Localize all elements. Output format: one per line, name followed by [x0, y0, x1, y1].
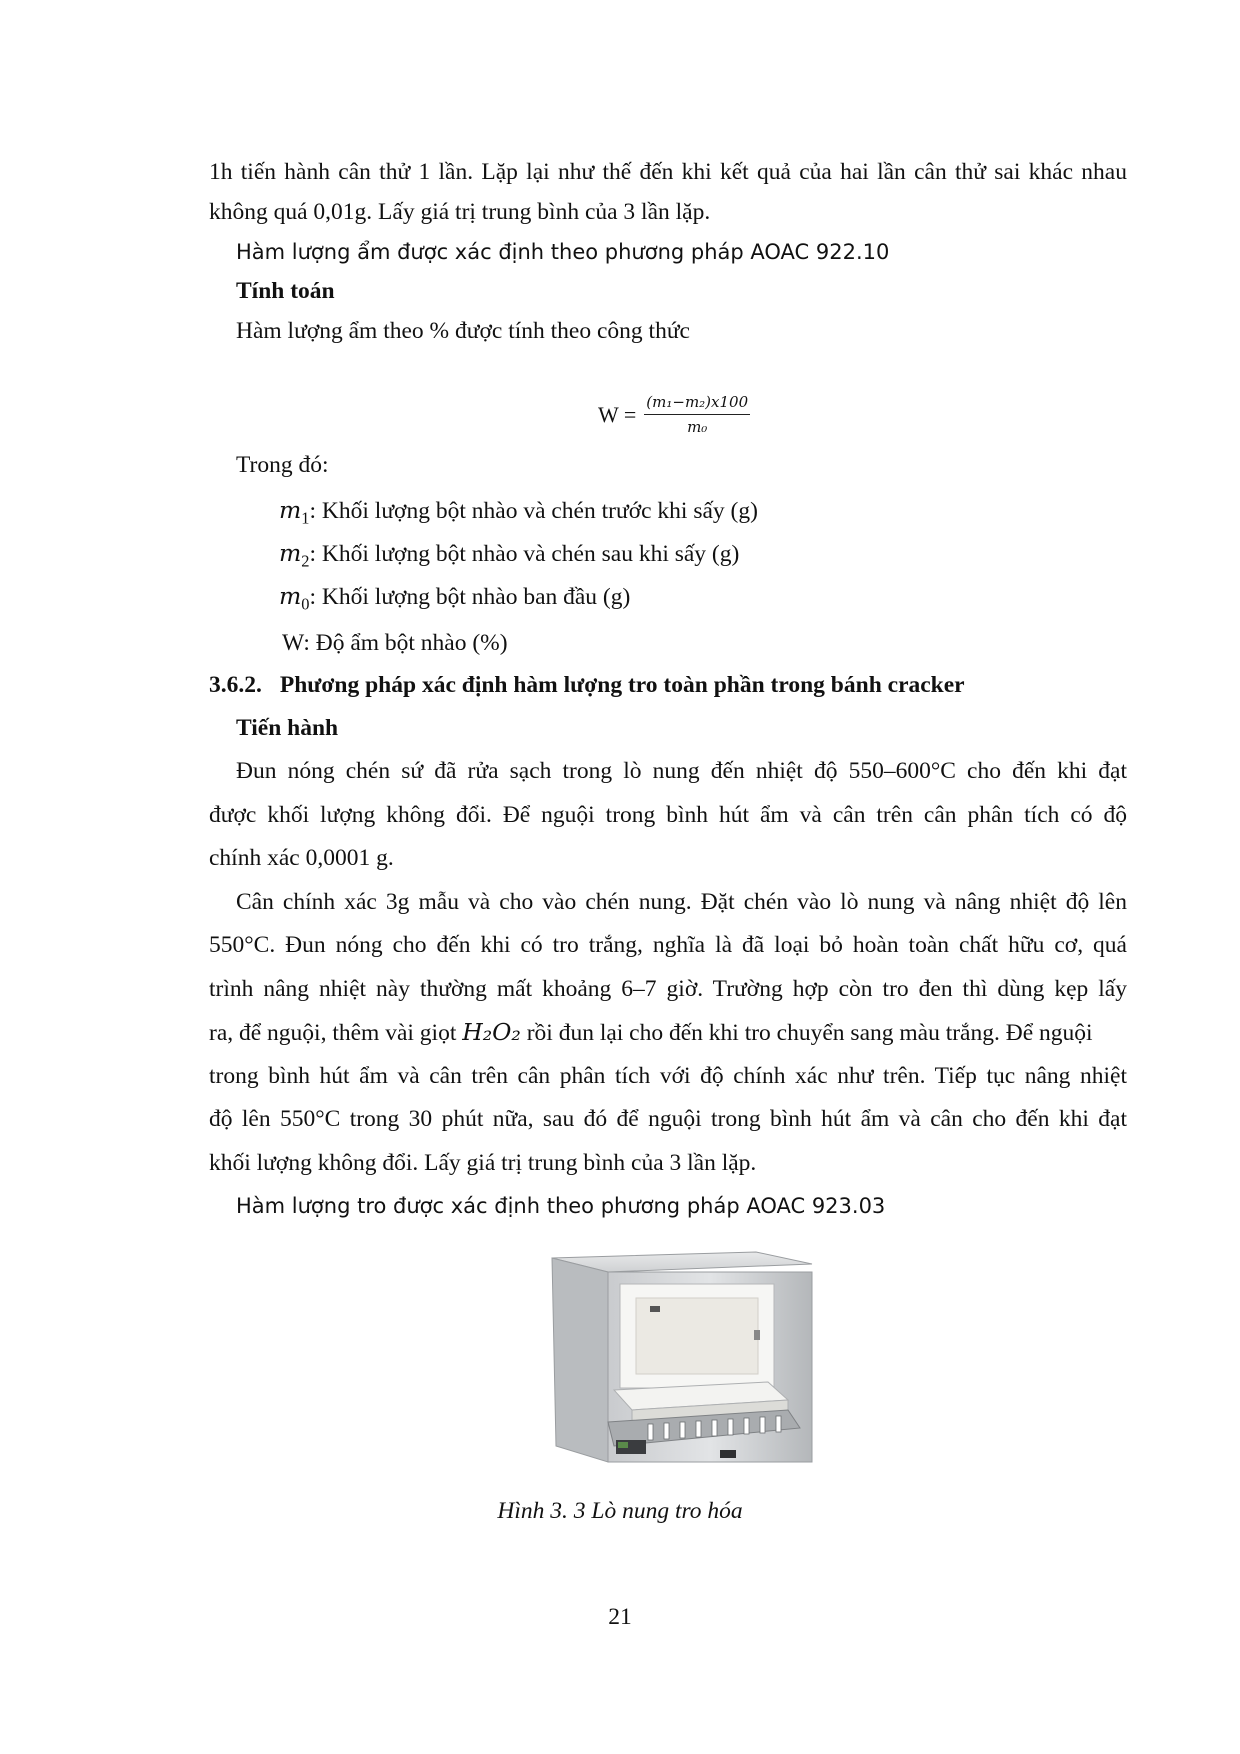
page-number: 21	[608, 1604, 632, 1630]
variable-description: : Độ ẩm bột nhào (%)	[303, 630, 508, 656]
ash-method-text: Hàm lượng tro được xác định theo phương pháp AOAC 923.03	[236, 1194, 886, 1218]
formula-numerator: (m₁−m₂)x100	[644, 393, 750, 415]
para1-line1: 1h tiến hành cân thử 1 lần. Lặp lại như thế đến khi kết quả của hai lần cân thử sai khác nhau	[209, 159, 1127, 185]
moisture-formula	[598, 393, 750, 436]
variable-symbol: W	[282, 630, 304, 656]
para2-line3: chính xác 0,0001 g.	[209, 845, 394, 871]
variable-symbol: m	[279, 496, 302, 524]
formula-lhs: W =	[598, 401, 637, 427]
para3-line4	[209, 1017, 1093, 1048]
para2-line2: được khối lượng không đổi. Để nguội trong bình hút ẩm và cân trên cân phân tích có độ	[209, 802, 1127, 828]
para3-line5: trong bình hút ẩm và cân trên cân phân tích với độ chính xác như trên. Tiếp tục nâng nhiệt	[209, 1063, 1127, 1089]
figure-caption: Hình 3. 3 Lò nung tro hóa	[497, 1498, 743, 1524]
variable-description: : Khối lượng bột nhào và chén trước khi sấy (g)	[309, 498, 758, 524]
para2-line1: Đun nóng chén sứ đã rửa sạch trong lò nung đến nhiệt độ 550–600°C cho đến khi đạt	[236, 758, 1127, 784]
section-number: 3.6.2.	[209, 672, 262, 698]
para3-line2: 550°C. Đun nóng cho đến khi có tro trắng, nghĩa là đã loại bỏ hoàn toàn chất hữu cơ, quá	[209, 932, 1127, 958]
para1-line2: không quá 0,01g. Lấy giá trị trung bình của 3 lần lặp.	[209, 199, 711, 225]
variable-w	[282, 628, 508, 658]
para3-line3: trình nâng nhiệt này thường mất khoảng 6–7 giờ. Trường hợp còn tro đen thì dùng kẹp lấy	[209, 976, 1127, 1002]
section-heading	[209, 670, 965, 700]
calc-heading: Tính toán	[236, 278, 335, 304]
muffle-furnace-image	[548, 1250, 820, 1472]
hydrogen-peroxide-formula: H₂O₂	[462, 1018, 521, 1046]
variable-description: : Khối lượng bột nhào ban đầu (g)	[309, 584, 631, 610]
variable-subscript: 0	[301, 594, 310, 614]
para3-line4-start: ra, để nguội, thêm vài giọt	[209, 1020, 463, 1046]
variable-subscript: 1	[301, 508, 310, 528]
formula-denominator: m₀	[687, 418, 708, 436]
variable-m0	[279, 581, 630, 620]
procedure-heading: Tiến hành	[236, 715, 339, 741]
para3-line7: khối lượng không đổi. Lấy giá trị trung bình của 3 lần lặp.	[209, 1150, 757, 1176]
variable-m2	[279, 538, 739, 577]
para3-line1: Cân chính xác 3g mẫu và cho vào chén nung. Đặt chén vào lò nung và nâng nhiệt độ lên	[236, 889, 1127, 915]
variable-description: : Khối lượng bột nhào và chén sau khi sấy (g)	[309, 541, 740, 567]
variable-m1	[279, 495, 758, 534]
section-title: Phương pháp xác định hàm lượng tro toàn phần trong bánh cracker	[279, 672, 965, 698]
variable-subscript: 2	[301, 551, 310, 571]
para3-line4-end: rồi đun lại cho đến khi tro chuyển sang màu trắng. Để nguội	[520, 1020, 1093, 1046]
moisture-method-text: Hàm lượng ẩm được xác định theo phương pháp AOAC 922.10	[236, 240, 890, 264]
where-label: Trong đó:	[236, 452, 329, 478]
para3-line6: độ lên 550°C trong 30 phút nữa, sau đó để nguội trong bình hút ẩm và cân cho đến khi đạt	[209, 1106, 1127, 1132]
variable-symbol: m	[279, 582, 302, 610]
variable-symbol: m	[279, 539, 302, 567]
formula-intro: Hàm lượng ẩm theo % được tính theo công thức	[236, 318, 690, 344]
formula-fraction	[644, 393, 750, 436]
